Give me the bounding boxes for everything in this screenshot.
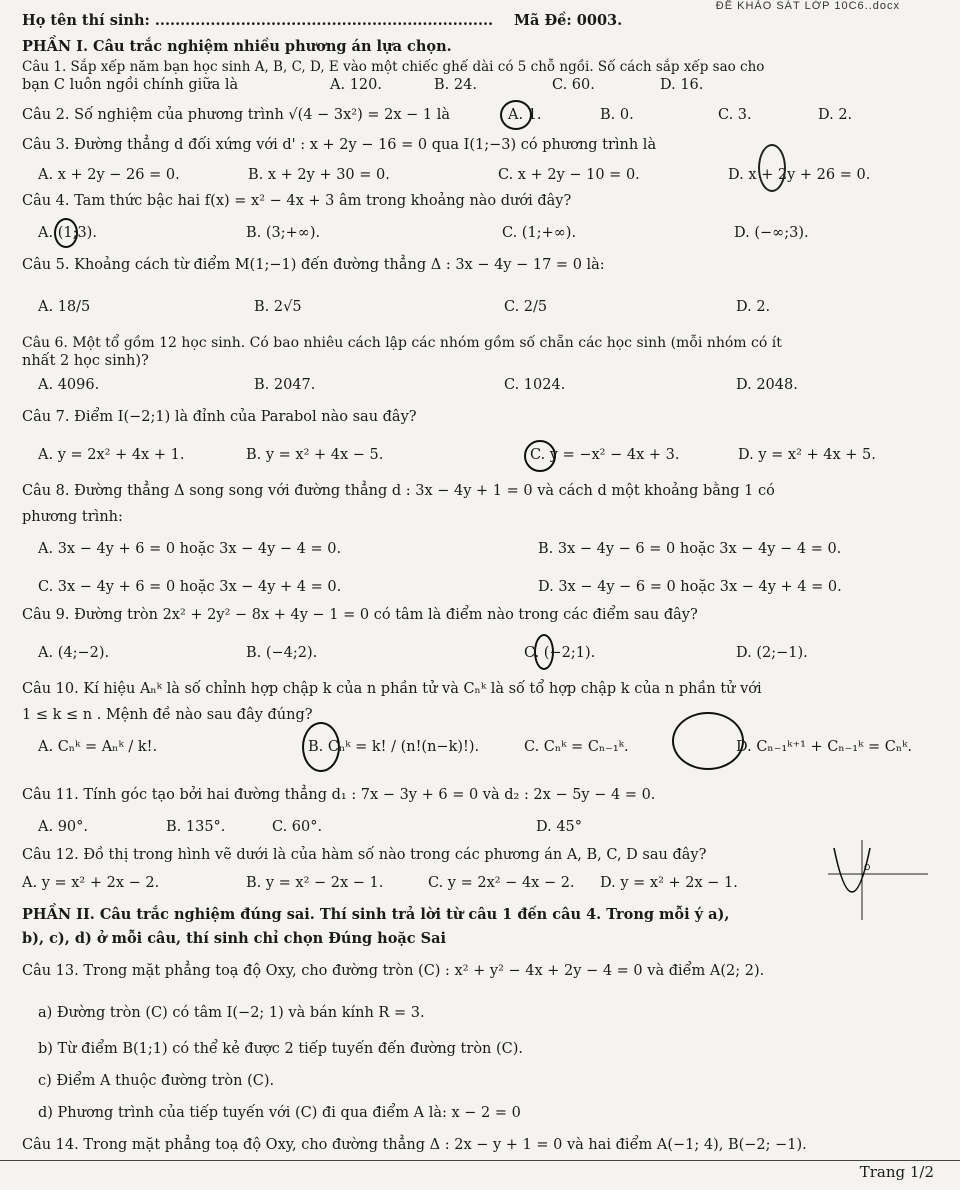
q12-option-c: C. y = 2x² − 4x − 2. xyxy=(428,875,575,891)
q9-text: Câu 9. Đường tròn 2x² + 2y² − 8x + 4y − 1 = 0 có tâm là điểm nào trong các điểm sau đây? xyxy=(22,607,698,623)
q12-option-b: B. y = x² − 2x − 1. xyxy=(246,875,384,891)
graph-origin-label: O xyxy=(864,863,871,872)
q2-option-d: D. 2. xyxy=(818,107,853,123)
q2-option-c: C. 3. xyxy=(718,107,752,123)
part1-title: PHẦN I. Câu trắc nghiệm nhiều phương án lựa chọn. xyxy=(22,38,452,55)
q8-text2: phương trình: xyxy=(22,509,123,525)
q4-option-b: B. (3;+∞). xyxy=(246,225,321,241)
q9-answer-mark xyxy=(534,634,554,670)
q3-text: Câu 3. Đường thẳng d đối xứng với d' : x + 2y − 16 = 0 qua I(1;−3) có phương trình là xyxy=(22,137,657,153)
q3-option-b: B. x + 2y + 30 = 0. xyxy=(248,167,390,183)
q8-option-c: C. 3x − 4y + 6 = 0 hoặc 3x − 4y + 4 = 0. xyxy=(38,579,342,595)
q6-text: Câu 6. Một tổ gồm 12 học sinh. Có bao nhiêu cách lập các nhóm gồm số chẵn các học sinh (mỗi nhóm có ít xyxy=(22,335,782,351)
part2-title: PHẦN II. Câu trắc nghiệm đúng sai. Thí sinh trả lời từ câu 1 đến câu 4. Trong mỗi ý a), xyxy=(22,906,730,923)
q11-option-d: D. 45° xyxy=(536,819,583,835)
q4-answer-mark xyxy=(54,218,78,248)
q8-option-d: D. 3x − 4y − 6 = 0 hoặc 3x − 4y + 4 = 0. xyxy=(538,579,842,595)
q2-answer-mark xyxy=(500,100,532,130)
q11-text: Câu 11. Tính góc tạo bởi hai đường thẳng d₁ : 7x − 3y + 6 = 0 và d₂ : 2x − 5y − 4 = 0. xyxy=(22,787,656,803)
q10-text2: 1 ≤ k ≤ n . Mệnh đề nào sau đây đúng? xyxy=(22,707,313,723)
q1-option-b: B. 24. xyxy=(434,77,477,93)
q7-option-c: C. y = −x² − 4x + 3. xyxy=(530,447,680,463)
q10-text: Câu 10. Kí hiệu Aₙᵏ là số chỉnh hợp chập k của n phần tử và Cₙᵏ là số tổ hợp chập k của n phần tử với xyxy=(22,681,762,697)
q11-option-b: B. 135°. xyxy=(166,819,226,835)
q13-item-b: b) Từ điểm B(1;1) có thể kẻ được 2 tiếp tuyến đến đường tròn (C). xyxy=(38,1041,524,1057)
q7-answer-mark xyxy=(524,440,556,472)
q1-option-a: A. 120. xyxy=(330,77,382,93)
q5-option-d: D. 2. xyxy=(736,299,771,315)
page-number: Trang 1/2 xyxy=(859,1163,934,1181)
q14-text: Câu 14. Trong mặt phẳng toạ độ Oxy, cho đường thẳng Δ : 2x − y + 1 = 0 và hai điểm A(−1; 4), B(−2; −1). xyxy=(22,1137,807,1153)
q10-answer-mark xyxy=(672,712,744,770)
student-name-label: Họ tên thí sinh: ................................................................... xyxy=(22,12,494,29)
q12-text: Câu 12. Đồ thị trong hình vẽ dưới là của hàm số nào trong các phương án A, B, C, D sau đây? xyxy=(22,847,707,863)
q1-text2: bạn C luôn ngồi chính giữa là xyxy=(22,77,239,93)
parabola-graph xyxy=(828,840,928,920)
q5-option-a: A. 18/5 xyxy=(38,299,91,315)
q6-option-a: A. 4096. xyxy=(38,377,100,393)
q13-item-c: c) Điểm A thuộc đường tròn (C). xyxy=(38,1073,275,1089)
q3-option-a: A. x + 2y − 26 = 0. xyxy=(38,167,180,183)
q11-option-a: A. 90°. xyxy=(38,819,88,835)
q3-option-c: C. x + 2y − 10 = 0. xyxy=(498,167,640,183)
q4-option-d: D. (−∞;3). xyxy=(734,225,809,241)
q4-text: Câu 4. Tam thức bậc hai f(x) = x² − 4x + 3 âm trong khoảng nào dưới đây? xyxy=(22,193,572,209)
q10-option-b: B. Cₙᵏ = k! / (n!(n−k)!). xyxy=(308,739,480,755)
q5-option-b: B. 2√5 xyxy=(254,299,302,315)
q8-option-a: A. 3x − 4y + 6 = 0 hoặc 3x − 4y − 4 = 0. xyxy=(38,541,342,557)
q2-text: Câu 2. Số nghiệm của phương trình √(4 − 3x²) = 2x − 1 là xyxy=(22,107,451,123)
q12-option-a: A. y = x² + 2x − 2. xyxy=(22,875,160,891)
q6-option-c: C. 1024. xyxy=(504,377,566,393)
q13-item-d: d) Phương trình của tiếp tuyến với (C) đi qua điểm A là: x − 2 = 0 xyxy=(38,1105,521,1121)
q8-option-b: B. 3x − 4y − 6 = 0 hoặc 3x − 4y − 4 = 0. xyxy=(538,541,842,557)
q2-option-a: A. 1. xyxy=(508,107,542,123)
q13-item-a: a) Đường tròn (C) có tâm I(−2; 1) và bán kính R = 3. xyxy=(38,1005,425,1021)
q1-option-c: C. 60. xyxy=(552,77,595,93)
q12-option-d: D. y = x² + 2x − 1. xyxy=(600,875,738,891)
file-title-strip: ĐỀ KHẢO SÁT LỚP 10C6..docx xyxy=(715,0,900,12)
q8-text: Câu 8. Đường thẳng Δ song song với đường thẳng d : 3x − 4y + 1 = 0 và cách d một khoảng bằng 1 có xyxy=(22,483,775,499)
q3-answer-mark xyxy=(758,144,786,192)
q9-option-b: B. (−4;2). xyxy=(246,645,318,661)
q1-text: Câu 1. Sắp xếp năm bạn học sinh A, B, C, D, E vào một chiếc ghế dài có 5 chỗ ngồi. Số cách sắp xếp sao cho xyxy=(22,59,765,75)
q6-option-b: B. 2047. xyxy=(254,377,316,393)
q1-option-d: D. 16. xyxy=(660,77,704,93)
q4-option-a: A. (1;3). xyxy=(38,225,97,241)
q2-option-b: B. 0. xyxy=(600,107,634,123)
q9-option-a: A. (4;−2). xyxy=(38,645,110,661)
q7-text: Câu 7. Điểm I(−2;1) là đỉnh của Parabol nào sau đây? xyxy=(22,409,417,425)
q7-option-a: A. y = 2x² + 4x + 1. xyxy=(38,447,185,463)
q10-option-a: A. Cₙᵏ = Aₙᵏ / k!. xyxy=(38,739,158,755)
q10-b-mark xyxy=(302,722,340,772)
q4-option-c: C. (1;+∞). xyxy=(502,225,577,241)
q9-option-c: C. (−2;1). xyxy=(524,645,596,661)
q9-option-d: D. (2;−1). xyxy=(736,645,808,661)
part2-title2: b), c), d) ở mỗi câu, thí sinh chỉ chọn Đúng hoặc Sai xyxy=(22,930,447,947)
q6-text2: nhất 2 học sinh)? xyxy=(22,353,149,369)
q5-option-c: C. 2/5 xyxy=(504,299,548,315)
q10-option-d: D. Cₙ₋₁ᵏ⁺¹ + Cₙ₋₁ᵏ = Cₙᵏ. xyxy=(736,739,913,755)
q5-text: Câu 5. Khoảng cách từ điểm M(1;−1) đến đường thẳng Δ : 3x − 4y − 17 = 0 là: xyxy=(22,257,605,273)
q3-option-d: D. x + 2y + 26 = 0. xyxy=(728,167,871,183)
q11-option-c: C. 60°. xyxy=(272,819,323,835)
exam-code: Mã Đề: 0003. xyxy=(514,12,623,29)
q7-option-d: D. y = x² + 4x + 5. xyxy=(738,447,876,463)
q7-option-b: B. y = x² + 4x − 5. xyxy=(246,447,384,463)
footer-divider xyxy=(0,1160,960,1161)
q10-option-c: C. Cₙᵏ = Cₙ₋₁ᵏ. xyxy=(524,739,629,755)
q13-text: Câu 13. Trong mặt phẳng toạ độ Oxy, cho đường tròn (C) : x² + y² − 4x + 2y − 4 = 0 và điểm A(2; 2). xyxy=(22,963,765,979)
q6-option-d: D. 2048. xyxy=(736,377,798,393)
